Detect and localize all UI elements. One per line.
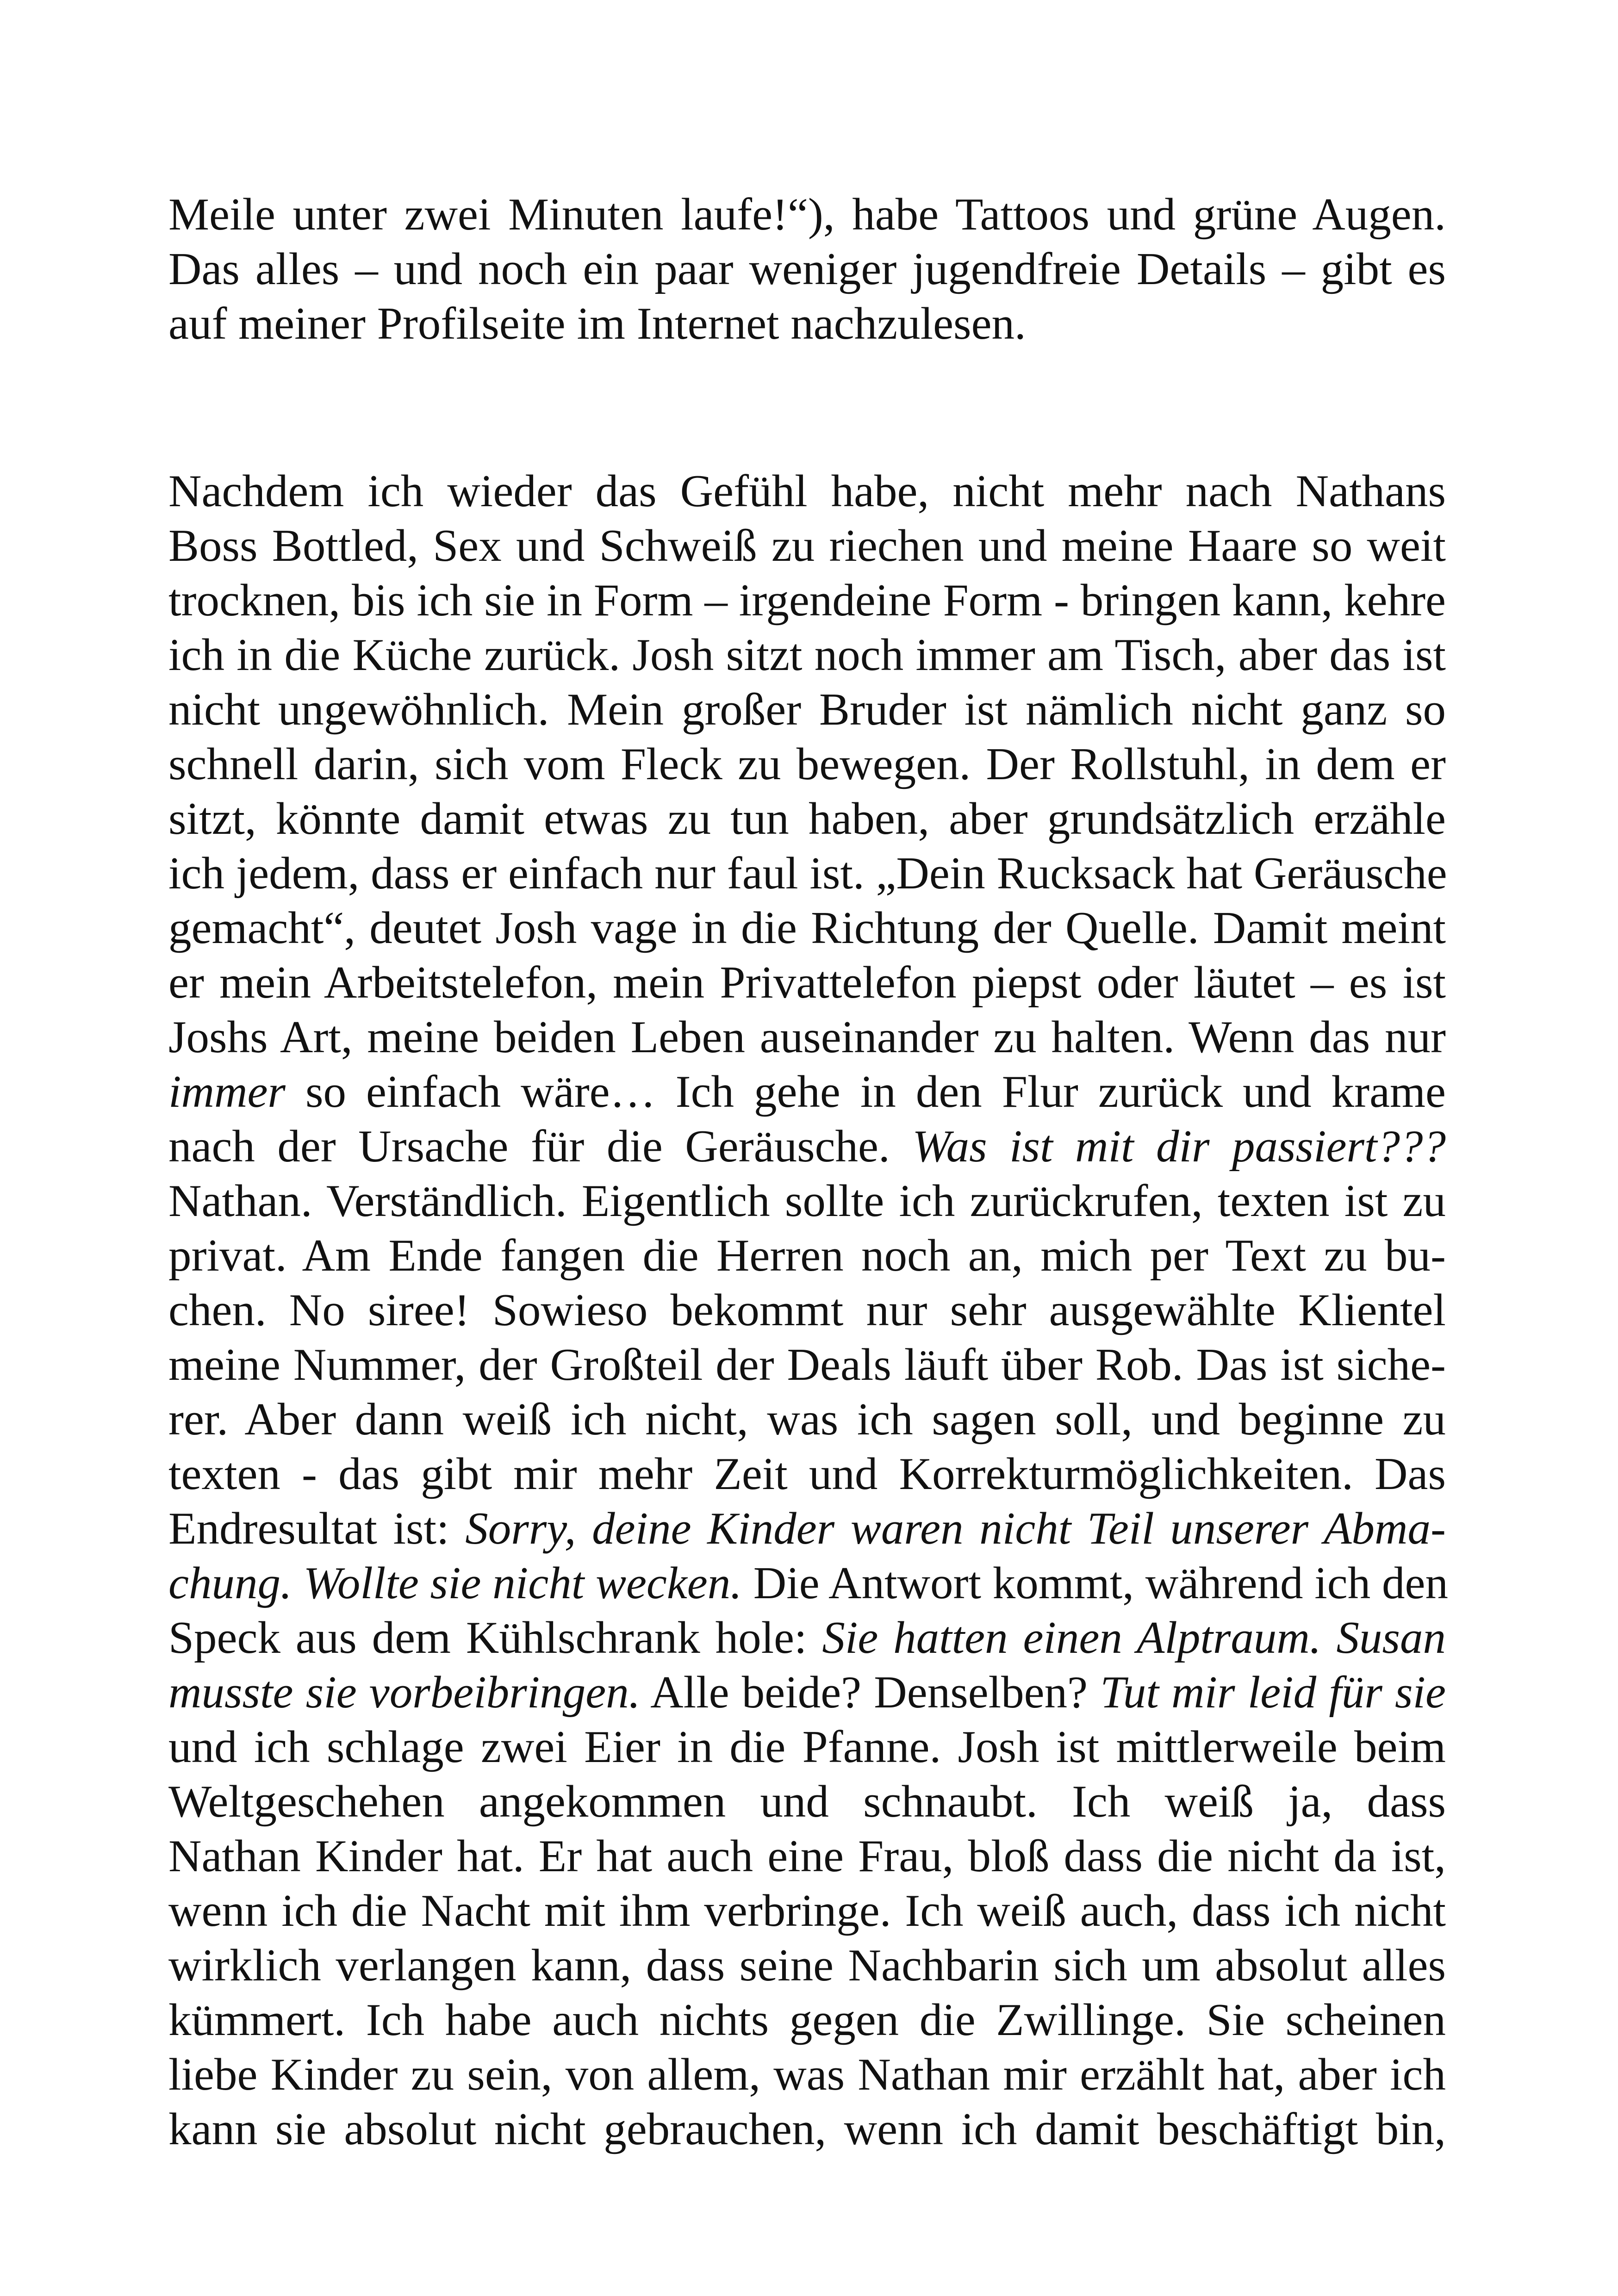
text-line <box>168 956 1446 1010</box>
text-segment: Boss Bottled, Sex und Schweiß zu riechen und meine Haare so weit <box>168 521 1446 571</box>
text-line <box>168 1119 1446 1174</box>
text-line <box>168 628 1446 683</box>
text-segment: wenn ich die Nacht mit ihm verbringe. Ich weiß auch, dass ich nicht <box>168 1886 1446 1936</box>
text-segment: Meile unter zwei Minuten laufe!“), habe Tattoos und grüne Augen. <box>168 189 1446 240</box>
text-line <box>168 1065 1446 1119</box>
text-line <box>168 1174 1446 1229</box>
text-segment: ich in die Küche zurück. Josh sitzt noch immer am Tisch, aber das ist <box>168 630 1446 680</box>
text-line <box>168 1938 1446 1993</box>
text-line <box>168 1720 1446 1775</box>
text-segment: Nathan Kinder hat. Er hat auch eine Frau, bloß dass die nicht da ist, <box>168 1831 1446 1881</box>
text-line <box>168 1556 1446 1611</box>
text-line <box>168 683 1446 737</box>
text-line <box>168 573 1446 628</box>
text-segment: Nachdem ich wieder das Gefühl habe, nicht mehr nach Nathans <box>168 466 1446 516</box>
text-line <box>168 1775 1446 1829</box>
text-line <box>168 464 1446 519</box>
text-segment: trocknen, bis ich sie in Form – irgendeine Form - bringen kann, kehre <box>168 575 1446 626</box>
text-segment: schnell darin, sich vom Fleck zu bewegen. Der Rollstuhl, in dem er <box>168 739 1446 789</box>
italic-text-segment: Sie hatten einen Alptraum. Susan <box>822 1613 1446 1663</box>
text-segment: rer. Aber dann weiß ich nicht, was ich sagen soll, und beginne zu <box>168 1394 1446 1445</box>
text-segment: kann sie absolut nicht gebrauchen, wenn ich damit beschäftigt bin, <box>168 2104 1446 2154</box>
text-line <box>168 1283 1446 1338</box>
italic-text-segment: Tut mir leid für sie <box>1100 1667 1446 1718</box>
text-segment: wirklich verlangen kann, dass seine Nachbarin sich um absolut alles <box>168 1940 1446 1991</box>
text-line <box>168 1611 1446 1665</box>
text-line <box>168 2102 1446 2157</box>
text-line <box>168 1993 1446 2048</box>
text-line <box>168 1338 1446 1392</box>
text-segment: Weltgeschehen angekommen und schnaubt. Ich weiß ja, dass <box>168 1776 1446 1827</box>
text-line <box>168 1665 1446 1720</box>
text-line <box>168 519 1446 573</box>
text-segment: Speck aus dem Kühlschrank hole: <box>168 1613 822 1663</box>
italic-text-segment: immer <box>168 1067 286 1117</box>
italic-text-segment: chung. Wollte sie nicht wecken. <box>168 1558 742 1608</box>
text-segment: Die Antwort kommt, während ich den <box>742 1558 1448 1608</box>
text-segment: so einfach wäre… Ich gehe in den Flur zurück und krame <box>285 1067 1446 1117</box>
text-segment: sitzt, könnte damit etwas zu tun haben, aber grundsätzlich erzähle <box>168 794 1446 844</box>
text-line <box>168 1502 1446 1556</box>
text-line <box>168 187 1446 242</box>
text-line <box>168 846 1446 901</box>
text-line <box>168 1884 1446 1938</box>
text-line <box>168 2048 1446 2102</box>
text-segment: Nathan. Verständlich. Eigentlich sollte ich zurückrufen, texten ist zu <box>168 1176 1446 1226</box>
text-segment: nach der Ursache für die Geräusche. <box>168 1121 913 1172</box>
text-segment: chen. No siree! Sowieso bekommt nur sehr ausgewählte Klientel <box>168 1285 1446 1335</box>
text-line <box>168 737 1446 792</box>
italic-text-segment: musste sie vorbeibringen. <box>168 1667 641 1718</box>
text-segment: Alle beide? Denselben? <box>640 1667 1101 1718</box>
text-line <box>168 1010 1446 1065</box>
text-segment: privat. Am Ende fangen die Herren noch an, mich per Text zu bu- <box>168 1230 1446 1281</box>
text-line <box>168 1447 1446 1502</box>
text-segment: ich jedem, dass er einfach nur faul ist. „Dein Rucksack hat Geräusche <box>168 848 1447 899</box>
italic-text-segment: Sorry, deine Kinder waren nicht Teil unserer Abma- <box>465 1503 1446 1554</box>
text-segment: meine Nummer, der Großteil der Deals läuft über Rob. Das ist siche- <box>168 1340 1446 1390</box>
document-page <box>168 187 1446 2157</box>
text-line <box>168 1229 1446 1283</box>
text-segment: texten - das gibt mir mehr Zeit und Korrekturmöglichkeiten. Das <box>168 1449 1446 1499</box>
text-segment: Endresultat ist: <box>168 1503 466 1554</box>
text-segment: Das alles – und noch ein paar weniger jugendfreie Details – gibt es <box>168 244 1446 294</box>
text-line <box>168 792 1446 846</box>
text-segment: liebe Kinder zu sein, von allem, was Nathan mir erzählt hat, aber ich <box>168 2049 1446 2100</box>
text-segment: Joshs Art, meine beiden Leben auseinander zu halten. Wenn das nur <box>168 1012 1446 1062</box>
text-line <box>168 901 1446 956</box>
text-segment: gemacht“, deutet Josh vage in die Richtung der Quelle. Damit meint <box>168 903 1446 953</box>
italic-text-segment: Was ist mit dir passiert??? <box>912 1121 1446 1172</box>
text-line <box>168 1829 1446 1884</box>
text-segment: und ich schlage zwei Eier in die Pfanne. Josh ist mittlerweile beim <box>168 1722 1446 1772</box>
text-line <box>168 297 1446 351</box>
paragraph <box>168 187 1446 351</box>
paragraph <box>168 464 1446 2157</box>
text-line <box>168 1392 1446 1447</box>
text-segment: kümmert. Ich habe auch nichts gegen die Zwillinge. Sie scheinen <box>168 1995 1446 2045</box>
text-line <box>168 242 1446 297</box>
text-segment: er mein Arbeitstelefon, mein Privattelefon piepst oder läutet – es ist <box>168 957 1446 1008</box>
text-segment: auf meiner Profilseite im Internet nachzulesen. <box>168 298 1026 349</box>
text-segment: nicht ungewöhnlich. Mein großer Bruder ist nämlich nicht ganz so <box>168 684 1446 735</box>
